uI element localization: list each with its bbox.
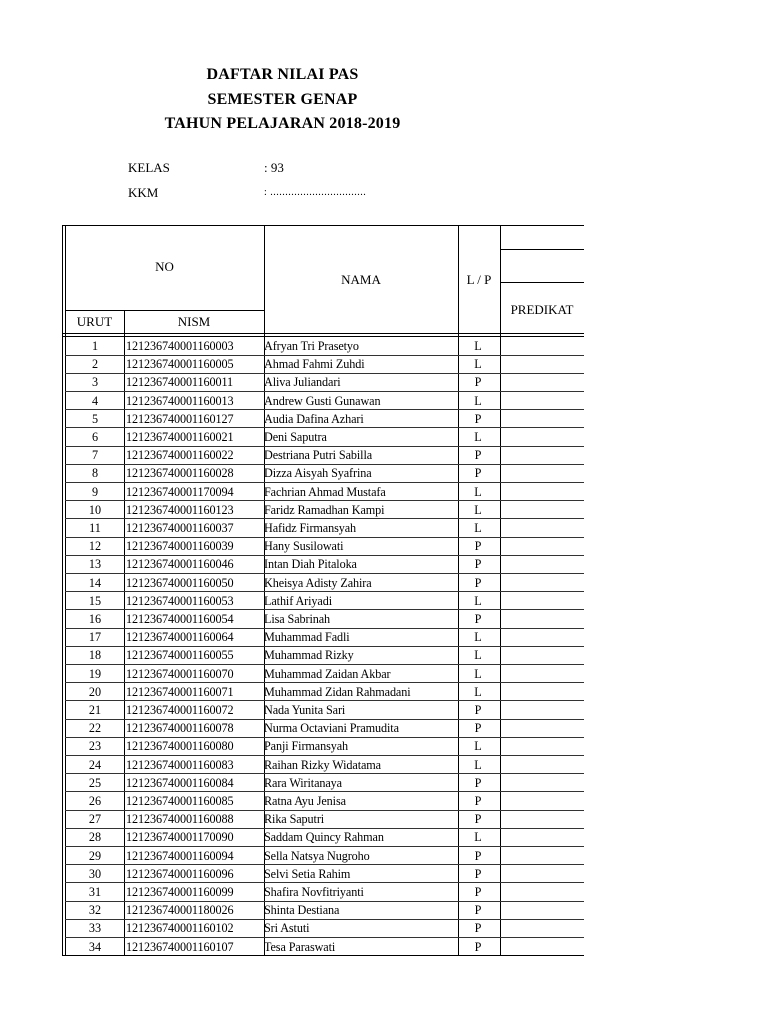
row-number: 8 <box>91 466 99 481</box>
table-row <box>62 373 584 391</box>
row-nism: 121236740001160005 <box>126 357 234 372</box>
row-nama: Deni Saputra <box>264 430 327 444</box>
predikat-top-line <box>500 249 584 250</box>
row-nism: 121236740001160003 <box>126 339 234 353</box>
row-gender: L <box>474 339 482 353</box>
table-row <box>62 555 584 573</box>
row-gender: P <box>474 903 482 918</box>
row-number: 28 <box>88 830 102 845</box>
no-subheader-line <box>65 310 264 311</box>
row-nism: 121236740001170090 <box>126 830 234 845</box>
row-nama: Selvi Setia Rahim <box>264 866 351 881</box>
row-gender: P <box>474 466 482 481</box>
table-row <box>62 410 584 428</box>
row-nism: 121236740001160094 <box>126 848 234 863</box>
row-nama: Afryan Tri Prasetyo <box>264 339 359 353</box>
title-line-1: DAFTAR NILAI PAS <box>206 66 359 83</box>
row-number: 5 <box>91 411 99 426</box>
table-row <box>62 610 584 628</box>
table-row <box>62 483 584 501</box>
row-nism: 121236740001160078 <box>126 721 234 736</box>
row-nama: Dizza Aisyah Syafrina <box>264 466 372 481</box>
row-nama: Raihan Rizky Widatama <box>264 757 381 772</box>
row-number: 7 <box>91 448 99 463</box>
row-gender: P <box>474 794 482 808</box>
table-row <box>62 847 584 865</box>
row-number: 18 <box>88 648 102 663</box>
header-lp: L / P <box>466 272 492 287</box>
row-gender: L <box>474 666 482 681</box>
row-nama: Ratna Ayu Jenisa <box>264 794 346 808</box>
row-number: 9 <box>91 484 99 499</box>
table-row <box>62 919 584 937</box>
row-nism: 121236740001160107 <box>126 939 234 954</box>
row-number: 22 <box>88 721 102 736</box>
table-row <box>62 683 584 701</box>
row-gender: L <box>474 593 482 608</box>
row-nama: Muhammad Fadli <box>264 630 350 645</box>
row-gender: P <box>474 812 482 827</box>
row-nama: Sri Astuti <box>264 921 310 936</box>
row-number: 16 <box>88 612 102 626</box>
row-gender: P <box>474 775 482 790</box>
row-nism: 121236740001170094 <box>126 484 234 499</box>
row-gender: P <box>474 885 482 899</box>
row-nama: Nada Yunita Sari <box>264 703 346 717</box>
title-line-3: TAHUN PELAJARAN 2018-2019 <box>164 115 401 132</box>
table-row <box>62 628 584 646</box>
table-row <box>62 938 584 956</box>
row-nama: Aliva Juliandari <box>264 375 341 390</box>
row-gender: P <box>474 921 482 936</box>
table-row <box>62 719 584 737</box>
table-row <box>62 537 584 555</box>
row-number: 25 <box>88 775 102 790</box>
table-row <box>62 828 584 846</box>
row-number: 24 <box>88 757 102 772</box>
row-nama: Rara Wiritanaya <box>264 775 342 790</box>
row-number: 20 <box>88 684 102 699</box>
kkm-label: KKM <box>128 185 159 200</box>
row-nism: 121236740001160022 <box>126 448 234 463</box>
row-number: 29 <box>88 848 102 863</box>
table-row <box>62 574 584 592</box>
row-number: 13 <box>88 557 102 572</box>
header-no: NO <box>155 259 174 274</box>
row-gender: P <box>474 375 482 390</box>
table-row <box>62 337 584 355</box>
row-nism: 121236740001160085 <box>126 794 234 808</box>
row-nama: Muhammad Zaidan Akbar <box>264 666 391 681</box>
row-gender: P <box>474 848 482 863</box>
table-row <box>62 501 584 519</box>
table-row <box>62 737 584 755</box>
table-row <box>62 810 584 828</box>
row-nama: Muhammad Rizky <box>264 648 354 663</box>
row-nism: 121236740001160070 <box>126 666 234 681</box>
row-gender: L <box>474 757 482 772</box>
row-nama: Fachrian Ahmad Mustafa <box>264 484 386 499</box>
row-number: 21 <box>88 703 102 717</box>
row-nism: 121236740001160054 <box>126 612 234 626</box>
table-row <box>62 774 584 792</box>
row-gender: P <box>474 939 482 954</box>
row-nama: Rika Saputri <box>264 812 325 827</box>
row-gender: P <box>474 703 482 717</box>
row-nism: 121236740001160028 <box>126 466 234 481</box>
row-nama: Ahmad Fahmi Zuhdi <box>264 357 365 372</box>
row-nama: Hafidz Firmansyah <box>264 521 357 535</box>
row-nama: Audia Dafina Azhari <box>264 411 364 426</box>
table-border-top <box>62 225 584 226</box>
table-row <box>62 519 584 537</box>
table-row <box>62 392 584 410</box>
header-urut: URUT <box>76 314 113 329</box>
table-row <box>62 883 584 901</box>
row-nism: 121236740001160021 <box>126 430 234 444</box>
row-gender: P <box>474 721 482 736</box>
table-row <box>62 792 584 810</box>
table-row <box>62 428 584 446</box>
row-nama: Lathif Ariyadi <box>264 593 332 608</box>
row-number: 33 <box>88 921 102 936</box>
row-nism: 121236740001160080 <box>126 739 234 754</box>
row-nama: Andrew Gusti Gunawan <box>264 393 381 408</box>
kelas-value: : 93 <box>264 160 284 175</box>
table-row <box>62 355 584 373</box>
row-gender: L <box>474 630 482 645</box>
row-gender: L <box>474 484 482 499</box>
row-gender: P <box>474 448 482 463</box>
row-nama: Lisa Sabrinah <box>264 612 331 626</box>
row-nama: Faridz Ramadhan Kampi <box>264 502 385 517</box>
row-nama: Shinta Destiana <box>264 903 340 918</box>
row-number: 10 <box>88 502 102 517</box>
row-gender: L <box>474 830 482 845</box>
table-row <box>62 701 584 719</box>
title-line-2: SEMESTER GENAP <box>207 91 358 108</box>
row-nism: 121236740001160055 <box>126 648 234 663</box>
row-nama: Kheisya Adisty Zahira <box>264 575 372 590</box>
row-nama: Tesa Paraswati <box>264 939 336 954</box>
row-nism: 121236740001160064 <box>126 630 234 645</box>
row-number: 34 <box>88 939 102 954</box>
table-row <box>62 901 584 919</box>
row-nama: Muhammad Zidan Rahmadani <box>264 684 411 699</box>
row-number: 11 <box>89 521 101 535</box>
row-gender: P <box>474 557 482 572</box>
table-row <box>62 646 584 664</box>
row-nism: 121236740001160084 <box>126 775 234 790</box>
row-gender: P <box>474 539 482 554</box>
row-gender: L <box>474 393 482 408</box>
row-number: 6 <box>91 430 99 444</box>
row-number: 27 <box>88 812 102 827</box>
row-nama: Destriana Putri Sabilla <box>264 448 373 463</box>
header-predikat: PREDIKAT <box>510 302 574 317</box>
table-row <box>62 665 584 683</box>
row-nama: Nurma Octaviani Pramudita <box>264 721 399 736</box>
row-nism: 121236740001160102 <box>126 921 234 936</box>
row-gender: L <box>474 521 482 535</box>
row-nism: 121236740001160072 <box>126 703 234 717</box>
table-row <box>62 865 584 883</box>
row-gender: P <box>474 411 482 426</box>
row-gender: P <box>474 866 482 881</box>
row-nism: 121236740001160011 <box>126 375 233 390</box>
row-number: 2 <box>91 357 99 372</box>
row-gender: L <box>474 684 482 699</box>
row-nism: 121236740001160083 <box>126 757 234 772</box>
row-nism: 121236740001180026 <box>126 903 234 918</box>
row-gender: L <box>474 430 482 444</box>
predikat-mid-line <box>500 282 584 283</box>
header-nama: NAMA <box>341 272 381 287</box>
table-row <box>62 464 584 482</box>
grades-table <box>62 225 584 955</box>
row-gender: P <box>474 612 482 626</box>
row-number: 23 <box>88 739 102 754</box>
row-number: 30 <box>88 866 102 881</box>
row-number: 1 <box>91 339 99 353</box>
table-row <box>62 592 584 610</box>
row-gender: L <box>474 357 482 372</box>
row-nism: 121236740001160127 <box>126 411 234 426</box>
kelas-label: KELAS <box>128 160 170 175</box>
header-bottom-line <box>62 333 584 334</box>
row-nama: Shafira Novfitriyanti <box>264 885 364 899</box>
table-row <box>62 756 584 774</box>
table-row <box>62 446 584 464</box>
row-number: 17 <box>88 630 102 645</box>
row-number: 15 <box>88 593 102 608</box>
row-number: 4 <box>91 393 99 408</box>
row-nism: 121236740001160071 <box>126 684 234 699</box>
row-number: 32 <box>88 903 102 918</box>
row-gender: L <box>474 648 482 663</box>
row-nism: 121236740001160037 <box>126 521 234 535</box>
row-nism: 121236740001160050 <box>126 575 234 590</box>
row-nism: 121236740001160039 <box>126 539 234 554</box>
row-number: 19 <box>88 666 102 681</box>
row-number: 12 <box>88 539 102 554</box>
row-nism: 121236740001160053 <box>126 593 234 608</box>
row-nama: Sella Natsya Nugroho <box>264 848 370 863</box>
row-nama: Panji Firmansyah <box>264 739 349 754</box>
row-number: 3 <box>91 375 99 390</box>
row-nism: 121236740001160088 <box>126 812 234 827</box>
row-nism: 121236740001160046 <box>126 557 234 572</box>
row-nism: 121236740001160013 <box>126 393 234 408</box>
row-number: 31 <box>88 885 102 899</box>
row-number: 26 <box>88 794 102 808</box>
kkm-value: : ................................ <box>264 187 367 198</box>
row-nism: 121236740001160096 <box>126 866 234 881</box>
row-gender: L <box>474 502 482 517</box>
row-nama: Saddam Quincy Rahman <box>264 830 384 845</box>
row-nama: Intan Diah Pitaloka <box>264 557 357 572</box>
row-nama: Hany Susilowati <box>264 539 344 554</box>
row-nism: 121236740001160099 <box>126 885 234 899</box>
row-number: 14 <box>88 575 102 590</box>
row-gender: P <box>474 575 482 590</box>
header-nism: NISM <box>177 314 211 329</box>
row-nism: 121236740001160123 <box>126 502 234 517</box>
row-gender: L <box>474 739 482 754</box>
